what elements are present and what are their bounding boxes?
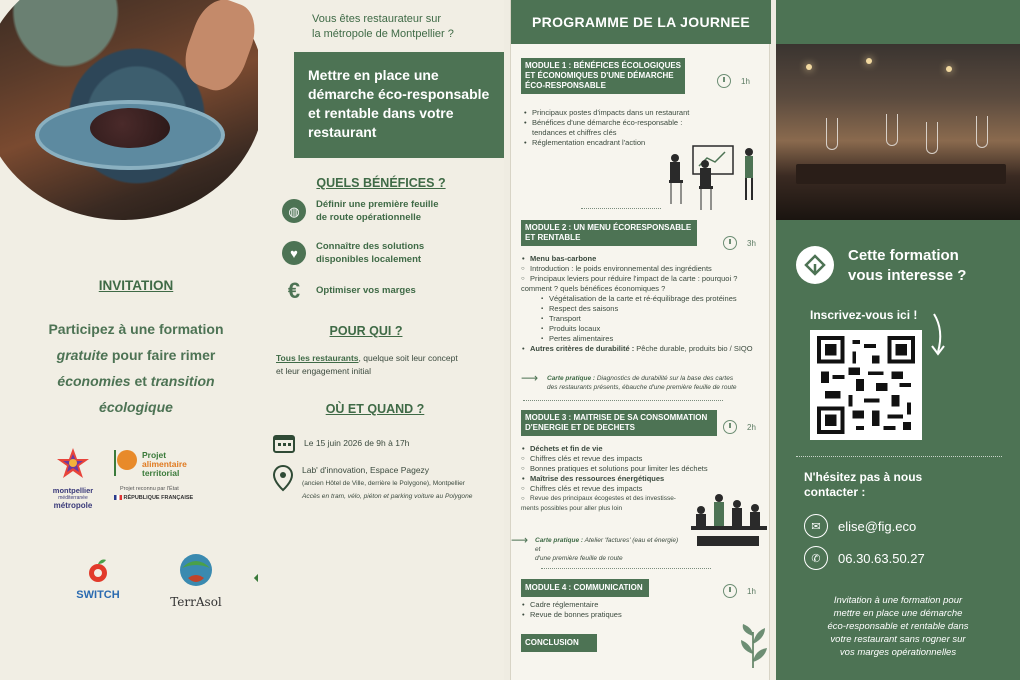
french-flag-icon — [114, 495, 122, 500]
module-3-list: • Déchets et fin de vie ○ Chiffres clés et revue des impacts ○ Bonnes pratiques et solutions pour limiter les déchets • Maîtrise des ressources énergétiques ○ Chiffres clés et revue des impacts ○ Revue des principaux écogestes et des investisse- ments possibles pour aller plus loin — [521, 444, 767, 514]
switch-logo: SWITCH — [70, 556, 126, 601]
module-4-list: • Cadre réglementaire • Revue de bonnes pratiques — [521, 600, 721, 620]
fig-leaf-icon — [796, 246, 834, 284]
clock-icon — [723, 236, 737, 250]
middle-panel — [258, 0, 504, 680]
benefits-title: QUELS BÉNÉFICES ? — [316, 176, 446, 190]
headline-box: Mettre en place une démarche éco-responsable et rentable dans votre restaurant — [294, 52, 504, 158]
projet-alimentaire-logo: Projet alimentaire territorial Projet reconnu par l'État RÉPUBLIQUE FRANÇAISE — [112, 448, 204, 501]
apple-icon — [86, 556, 110, 584]
qr-code-icon — [816, 336, 916, 434]
phone-link[interactable]: 06.30.63.50.27 — [838, 550, 925, 566]
left-panel — [0, 0, 258, 680]
dinner-photo — [0, 0, 265, 220]
module-2-list: • Menu bas-carbone ○ Introduction : le poids environnemental des ingrédients ○ Principaux leviers pour réduire l'impact de la carte : pourquoi ? comment ? quels bénéfices économiques ? ▪ Végétalisation de la carte et ré-équilibrage des protéines ▪ Respect des saisons ▪ Transport ▪ Produits locaux ▪ Pertes alimentaires • Autres critères de durabilité : Pêche durable, produits bio / SIQO — [521, 254, 767, 354]
intro-question: Vous êtes restaurateur sur la métropole de Montpellier ? — [312, 13, 454, 40]
hesitate-text: N'hésitez pas à nous contacter : — [804, 470, 923, 499]
calendar-icon — [272, 432, 296, 454]
module-1-badge: MODULE 1 : BÉNÉFICES ÉCOLOGIQUES ET ÉCONOMIQUES D'UNE DÉMARCHE ÉCO-RESPONSABLE — [521, 58, 685, 94]
module-1-list: • Principaux postes d'impacts dans un restaurant • Bénéfices d'une démarche éco-responsable : tendances et chiffres clés • Réglementation encadrant l'action — [523, 108, 733, 148]
invitation-text: Participez à une formation gratuite pour faire rimer économies et transition écologique — [48, 321, 224, 415]
program-panel — [510, 0, 770, 680]
place-row: Lab' d'innovation, Espace Pagezy (ancien Hôtel de Ville, derrière le Polygone), Montpellier Accès en tram, vélo, piéton et parking voiture au Polygone — [272, 464, 506, 503]
conclusion-badge: CONCLUSION — [521, 634, 597, 652]
benefit-item: ◍ Définir une première feuille de route opérationnelle — [282, 198, 492, 224]
workshop-illustration-icon — [687, 488, 769, 550]
where-title: OÙ ET QUAND ? — [325, 402, 425, 416]
who-text: Tous les restaurants, quelque soit leur concept et leur engagement initial — [276, 353, 458, 376]
phone-icon: ✆ — [804, 546, 828, 570]
module-3-duration: 2h — [723, 420, 756, 434]
module-4-badge: MODULE 4 : COMMUNICATION — [521, 579, 649, 597]
benefit-item: ♥ Connaître des solutions disponibles localement — [282, 240, 492, 266]
who-title: POUR QUI ? — [329, 324, 403, 338]
mail-icon: ✉ — [804, 514, 828, 538]
bird-planet-icon — [174, 548, 218, 590]
arrow-down-icon — [926, 312, 950, 358]
module-3-badge: MODULE 3 : MAITRISE DE SA CONSOMMATION D'ENERGIE ET DE DECHETS — [521, 410, 717, 436]
module-2-practical: Carte pratique : Diagnostics de durabilité sur la base des cartes des restaurants présents, ébauche d'une première feuille de route — [547, 375, 737, 391]
clock-icon — [717, 74, 731, 88]
program-title: PROGRAMME DE LA JOURNEE — [511, 0, 771, 44]
benefit-item: € Optimiser vos marges — [282, 278, 492, 302]
arrow-right-icon: ⟶ — [511, 533, 529, 547]
contact-title: Cette formation vous interesse ? — [848, 247, 967, 284]
invitation-title: INVITATION — [98, 278, 174, 293]
clock-icon — [723, 420, 737, 434]
meeting-illustration-icon — [661, 144, 761, 216]
euro-icon: € — [287, 277, 301, 303]
footer-text: Invitation à une formation pour mettre en place une démarche éco-responsable et rentable dans votre restaurant sans rogner sur vos marges opérationnelles — [827, 595, 969, 658]
globe-icon: ◍ — [282, 199, 306, 223]
module-1-duration: 1h — [717, 74, 750, 88]
phone-row[interactable] — [804, 546, 925, 570]
clock-icon — [723, 584, 737, 598]
heart-icon: ♥ — [282, 241, 306, 265]
arrow-right-icon: ⟶ — [521, 371, 539, 385]
contact-panel — [776, 0, 1020, 680]
fork-spoon-icon — [112, 448, 138, 480]
date-row: Le 15 juin 2026 de 9h à 17h — [272, 432, 409, 454]
signup-label: Inscrivez-vous ici ! — [810, 308, 918, 322]
email-row[interactable] — [804, 514, 916, 538]
terrasol-logo: TerrAsol — [164, 548, 228, 609]
module-2-badge: MODULE 2 : UN MENU ÉCORESPONSABLE ET RENTABLE — [521, 220, 697, 246]
montpellier-metropole-logo: montpellier méditerranée métropole — [40, 446, 106, 510]
email-link[interactable]: elise@fig.eco — [838, 518, 917, 534]
leaf-icon — [737, 622, 771, 670]
map-pin-icon — [272, 464, 294, 492]
star-icon — [55, 446, 91, 482]
qr-code[interactable] — [810, 330, 922, 440]
restaurant-photo — [776, 44, 1020, 220]
module-2-duration: 3h — [723, 236, 756, 250]
module-3-practical: Carte pratique : Atelier 'factures' (eau et énergie) et d'une première feuille de route — [535, 537, 679, 562]
module-4-duration: 1h — [723, 584, 756, 598]
